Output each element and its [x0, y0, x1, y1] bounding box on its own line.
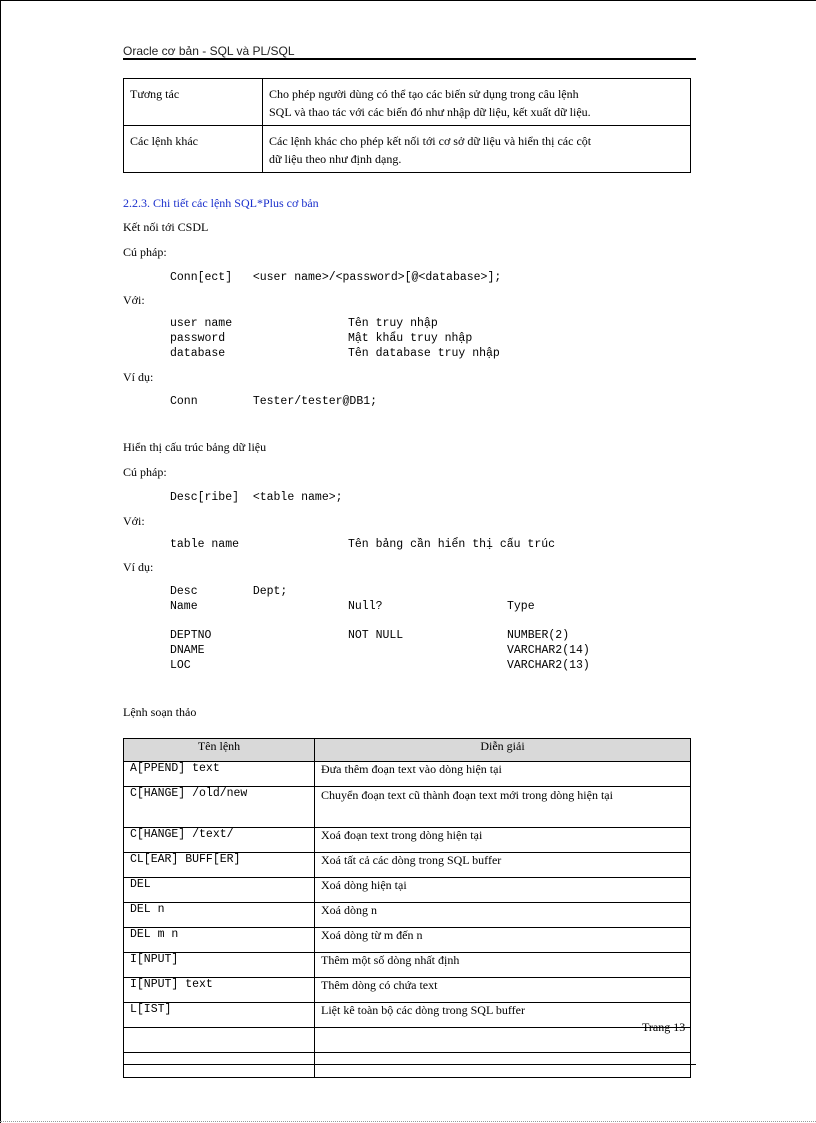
col-header: Name: [170, 600, 198, 613]
cmd-name: A[PPEND] text: [124, 762, 315, 787]
cmd-desc: Chuyển đoạn text cũ thành đoạn text mới trong dòng hiện tại: [315, 787, 691, 828]
desc-row-type: VARCHAR2(14): [507, 644, 590, 657]
describe-syntax: Desc[ribe] <table name>;: [170, 491, 343, 504]
table-row: [124, 928, 691, 953]
param-desc: Tên bảng cần hiển thị cấu trúc: [348, 538, 556, 551]
table-row: [124, 903, 691, 928]
describe-with-label: Với:: [123, 514, 145, 528]
cmd-name: C[HANGE] /text/: [124, 828, 315, 853]
desc-row-name: DNAME: [170, 644, 205, 657]
table-row: [124, 828, 691, 853]
cmd-name: DEL: [124, 878, 315, 903]
cmd-desc: Xoá dòng hiện tại: [315, 878, 691, 903]
feature-term: Các lệnh khác: [124, 126, 263, 173]
cmd-name: I[NPUT] text: [124, 978, 315, 1003]
page-number: Trang 13: [642, 1020, 686, 1034]
connect-example: Conn Tester/tester@DB1;: [170, 395, 378, 408]
describe-example-label: Ví dụ:: [123, 560, 154, 574]
table-row: [124, 1003, 691, 1028]
desc-row-name: DEPTNO: [170, 629, 212, 642]
col-header: Type: [507, 600, 535, 613]
describe-example: Desc Dept;: [170, 585, 288, 598]
editing-heading: Lệnh soạn thảo: [123, 705, 197, 719]
page-border-top: [0, 0, 816, 1]
features-table: [123, 78, 691, 173]
empty-cell: [315, 1028, 691, 1053]
cmd-desc: Liệt kê toàn bộ các dòng trong SQL buffer: [315, 1003, 691, 1028]
connect-syntax: Conn[ect] <user name>/<password>[@<database>];: [170, 271, 502, 284]
empty-cell: [315, 1053, 691, 1078]
cmd-desc: Thêm dòng có chứa text: [315, 978, 691, 1003]
describe-syntax-label: Cú pháp:: [123, 465, 167, 479]
section-title: 2.2.3. Chi tiết các lệnh SQL*Plus cơ bản: [123, 196, 319, 210]
table-row: [124, 878, 691, 903]
table-row: [124, 126, 691, 173]
page-header: Oracle cơ bản - SQL và PL/SQL: [123, 44, 295, 58]
param-name: password: [170, 332, 226, 345]
footer-rule: [123, 1064, 696, 1065]
feature-desc: Các lệnh khác cho phép kết nối tới cơ sở dữ liệu và hiển thị các cột dữ liệu theo như định dạng.: [263, 126, 691, 173]
desc-row-type: VARCHAR2(13): [507, 659, 590, 672]
cmd-desc: Đưa thêm đoạn text vào dòng hiện tại: [315, 762, 691, 787]
col-header: Diễn giải: [315, 739, 691, 762]
cmd-desc: Xoá đoạn text trong dòng hiện tại: [315, 828, 691, 853]
table-row: [124, 1028, 691, 1053]
feature-term: Tương tác: [124, 79, 263, 126]
cmd-name: I[NPUT]: [124, 953, 315, 978]
cmd-name: L[IST]: [124, 1003, 315, 1028]
header-rule: [123, 58, 696, 60]
editing-commands-table: [123, 738, 691, 1078]
cmd-desc: Xoá dòng từ m đến n: [315, 928, 691, 953]
cmd-name: DEL m n: [124, 928, 315, 953]
param-name: user name: [170, 317, 233, 330]
feature-desc: Cho phép người dùng có thể tạo các biến sử dụng trong câu lệnh SQL và thao tác với các biến đó như nhập dữ liệu, kết xuất dữ liệu.: [263, 79, 691, 126]
table-row: [124, 787, 691, 828]
connect-heading: Kết nối tới CSDL: [123, 220, 209, 234]
desc-row-type: NUMBER(2): [507, 629, 570, 642]
table-row: [124, 978, 691, 1003]
cmd-desc: Xoá tất cả các dòng trong SQL buffer: [315, 853, 691, 878]
table-row: [124, 953, 691, 978]
col-header: Tên lệnh: [124, 739, 315, 762]
param-name: database: [170, 347, 226, 360]
cmd-desc: Xoá dòng n: [315, 903, 691, 928]
describe-heading: Hiển thị cấu trúc bảng dữ liệu: [123, 440, 267, 454]
connect-with-label: Với:: [123, 293, 145, 307]
connect-syntax-label: Cú pháp:: [123, 245, 167, 259]
col-header: Null?: [348, 600, 383, 613]
param-desc: Mật khẩu truy nhập: [348, 332, 473, 345]
table-row: [124, 762, 691, 787]
param-name: table name: [170, 538, 240, 551]
empty-cell: [124, 1028, 315, 1053]
connect-example-label: Ví dụ:: [123, 370, 154, 384]
table-row: [124, 79, 691, 126]
page-border-left: [0, 0, 1, 1123]
table-header-row: [124, 739, 691, 762]
desc-row-null: NOT NULL: [348, 629, 404, 642]
table-row: [124, 1053, 691, 1078]
cmd-desc: Thêm một số dòng nhất định: [315, 953, 691, 978]
empty-cell: [124, 1053, 315, 1078]
table-row: [124, 853, 691, 878]
cmd-name: CL[EAR] BUFF[ER]: [124, 853, 315, 878]
cmd-name: DEL n: [124, 903, 315, 928]
desc-row-name: LOC: [170, 659, 191, 672]
param-desc: Tên database truy nhập: [348, 347, 500, 360]
param-desc: Tên truy nhập: [348, 317, 438, 330]
cmd-name: C[HANGE] /old/new: [124, 787, 315, 828]
